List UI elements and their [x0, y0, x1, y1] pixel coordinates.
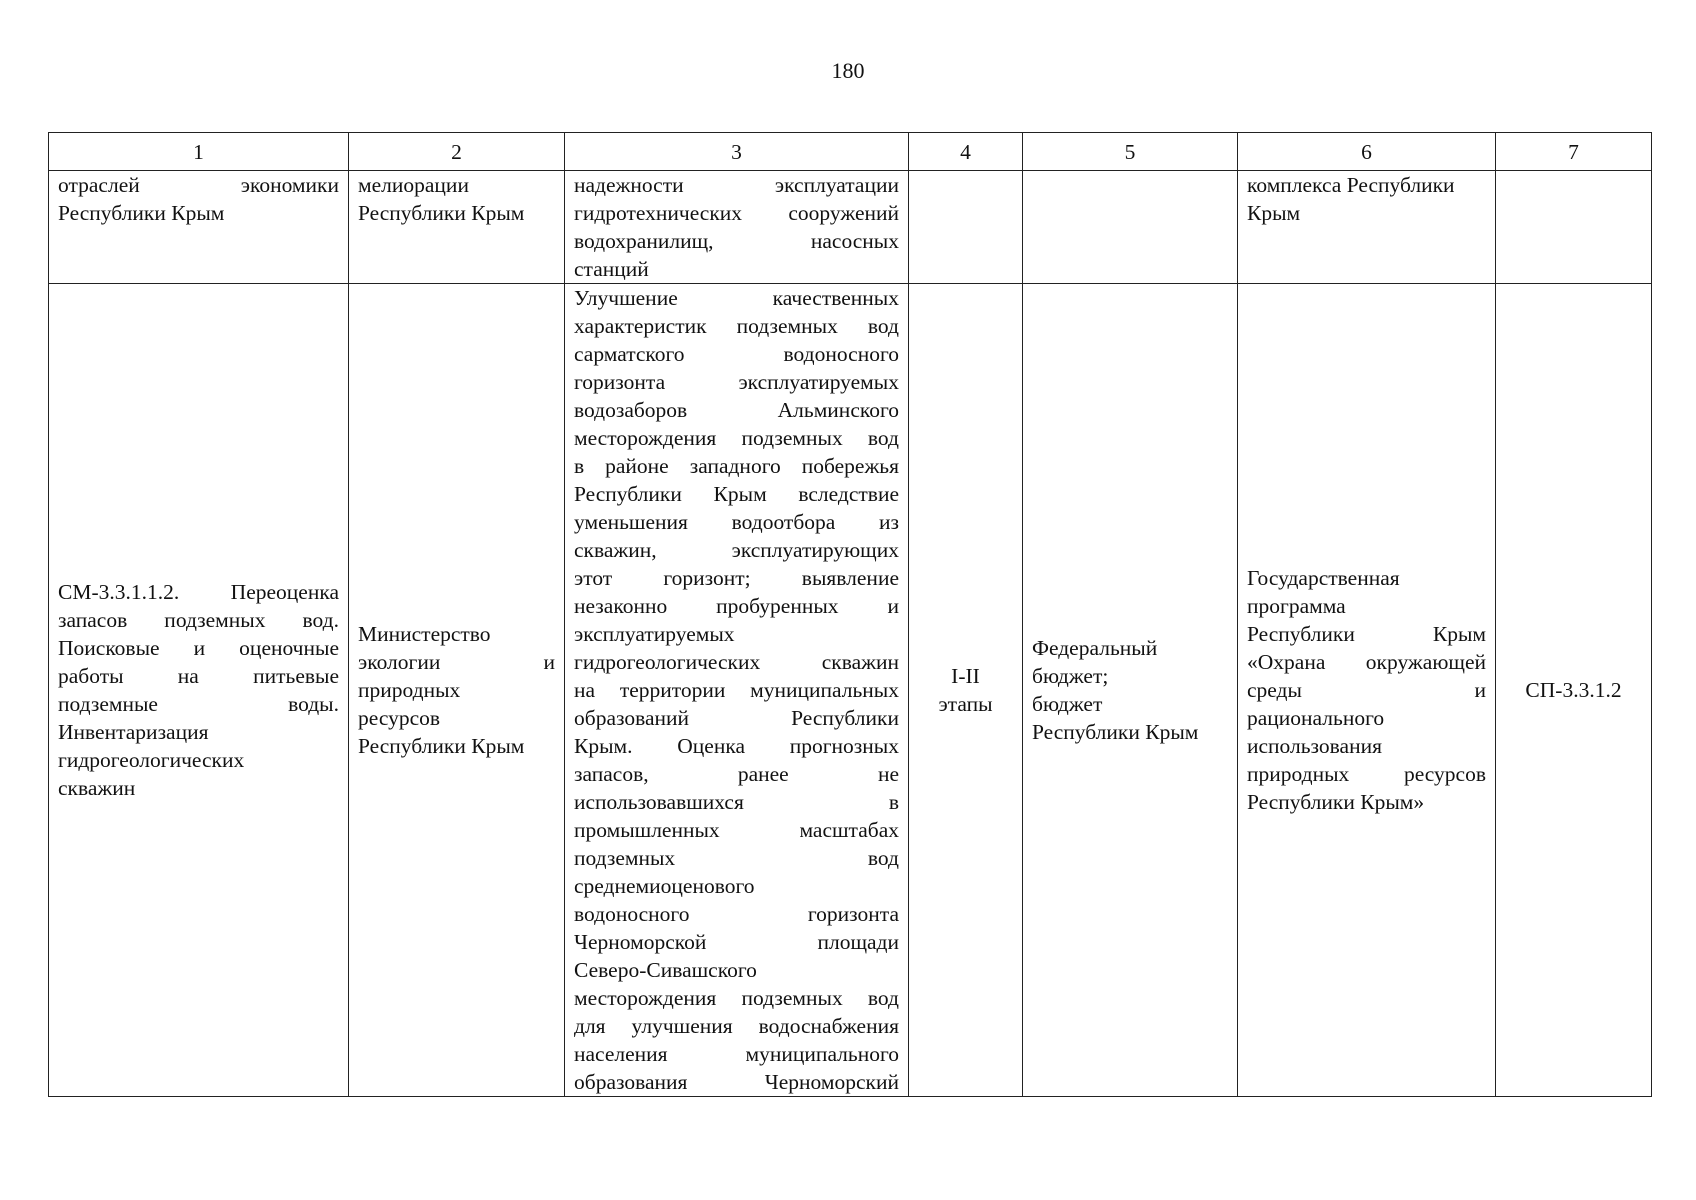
row2-cell-4 — [909, 284, 1023, 1097]
table-row — [49, 284, 1652, 1097]
cell-line: отраслей экономики — [58, 173, 339, 197]
cell-line: населения муниципального — [574, 1042, 899, 1066]
row2-cell-5 — [1023, 284, 1238, 1097]
row1-cell-3 — [565, 171, 909, 284]
column-header: 1 — [49, 133, 349, 171]
cell-line: гидрогеологических скважин — [574, 650, 899, 674]
cell-line: в районе западного побережья — [574, 454, 899, 478]
cell-line: запасов, ранее не — [574, 762, 899, 786]
cell-line: месторождения подземных вод — [574, 986, 899, 1010]
cell-line: сарматского водоносного — [574, 342, 899, 366]
cell-line: горизонта эксплуатируемых — [574, 370, 899, 394]
cell-line: запасов подземных вод. — [58, 608, 339, 632]
cell-line: среднемиоценового — [574, 874, 755, 898]
cell-line: Инвентаризация — [58, 720, 209, 744]
table-row — [49, 171, 1652, 284]
cell-line: этапы — [938, 692, 993, 716]
cell-line: бюджет — [1032, 692, 1103, 716]
cell-line: рационального — [1247, 706, 1385, 730]
cell-line: гидрогеологических — [58, 748, 245, 772]
cell-line: месторождения подземных вод — [574, 426, 899, 450]
row2-cell-6 — [1238, 284, 1496, 1097]
cell-line: промышленных масштабах — [574, 818, 899, 842]
row2-cell-7: СП-3.3.1.2 — [1496, 284, 1652, 1097]
row2-cell-3 — [565, 284, 909, 1097]
row1-cell-1 — [49, 171, 349, 284]
cell-line: I-II — [951, 664, 980, 688]
cell-line: экологии и — [358, 650, 555, 674]
cell-line: комплекса Республики — [1247, 173, 1455, 197]
cell-line: водоносного горизонта — [574, 902, 899, 926]
cell-line: Республики Крым — [58, 201, 225, 225]
cell-line: СМ-3.3.1.1.2. Переоценка — [58, 580, 339, 604]
cell-line: использования — [1247, 734, 1382, 758]
page-number: 180 — [831, 58, 865, 83]
cell-line: бюджет; — [1032, 664, 1109, 688]
cell-line: скважин, эксплуатирующих — [574, 538, 899, 562]
cell-line: характеристик подземных вод — [574, 314, 899, 338]
cell-line: Черноморской площади — [574, 930, 899, 954]
cell-line: этот горизонт; выявление — [574, 566, 899, 590]
cell-line: среды и — [1247, 678, 1486, 702]
cell-line: Республики Крым — [358, 734, 525, 758]
column-header: 3 — [565, 133, 909, 171]
cell-line: подземных вод — [574, 846, 899, 870]
cell-line: Министерство — [358, 622, 491, 646]
cell-line: Республики Крым — [1247, 622, 1486, 646]
cell-line: незаконно пробуренных и — [574, 594, 899, 618]
column-header: 5 — [1023, 133, 1238, 171]
column-header: 6 — [1238, 133, 1496, 171]
cell-line: для улучшения водоснабжения — [574, 1014, 899, 1038]
cell-line: Крым. Оценка прогнозных — [574, 734, 899, 758]
cell-line: природных — [358, 678, 461, 702]
cell-line: Государственная — [1247, 566, 1400, 590]
cell-line: скважин — [58, 776, 136, 800]
cell-line: «Охрана окружающей — [1247, 650, 1486, 674]
cell-line: эксплуатируемых — [574, 622, 735, 646]
cell-line: на территории муниципальных — [574, 678, 899, 702]
cell-line: Улучшение качественных — [574, 286, 899, 310]
cell-line: Крым — [1247, 201, 1301, 225]
column-header: 7 — [1496, 133, 1652, 171]
program-table — [48, 132, 1652, 1097]
cell-line: работы на питьевые — [58, 664, 339, 688]
cell-line: водохранилищ, насосных — [574, 229, 899, 253]
cell-line: Федеральный — [1032, 636, 1158, 660]
cell-line: Республики Крым — [1032, 720, 1199, 744]
cell-line: природных ресурсов — [1247, 762, 1486, 786]
cell-line: ресурсов — [358, 706, 441, 730]
cell-line: Республики Крым» — [1247, 790, 1425, 814]
cell-line: гидротехнических сооружений — [574, 201, 899, 225]
cell-line: программа — [1247, 594, 1346, 618]
cell-line: подземные воды. — [58, 692, 339, 716]
cell-line: мелиорации — [358, 173, 469, 197]
cell-line: образования Черноморский — [574, 1070, 899, 1094]
row1-cell-7 — [1496, 171, 1652, 284]
row1-cell-4 — [909, 171, 1023, 284]
cell-line: образований Республики — [574, 706, 899, 730]
column-header: 4 — [909, 133, 1023, 171]
table-header-row — [49, 133, 1652, 171]
cell-line: Северо-Сивашского — [574, 958, 757, 982]
cell-line: использовавшихся в — [574, 790, 899, 814]
cell-line: Поисковые и оценочные — [58, 636, 339, 660]
row1-cell-2 — [349, 171, 565, 284]
cell-line: Республики Крым — [358, 201, 525, 225]
column-header: 2 — [349, 133, 565, 171]
cell-line: надежности эксплуатации — [574, 173, 899, 197]
row1-cell-5 — [1023, 171, 1238, 284]
cell-line: станций — [574, 257, 649, 281]
row1-cell-6 — [1238, 171, 1496, 284]
row2-cell-2 — [349, 284, 565, 1097]
cell-line: Республики Крым вследствие — [574, 482, 899, 506]
row2-cell-1 — [49, 284, 349, 1097]
cell-line: уменьшения водоотбора из — [574, 510, 899, 534]
cell-line: водозаборов Альминского — [574, 398, 899, 422]
